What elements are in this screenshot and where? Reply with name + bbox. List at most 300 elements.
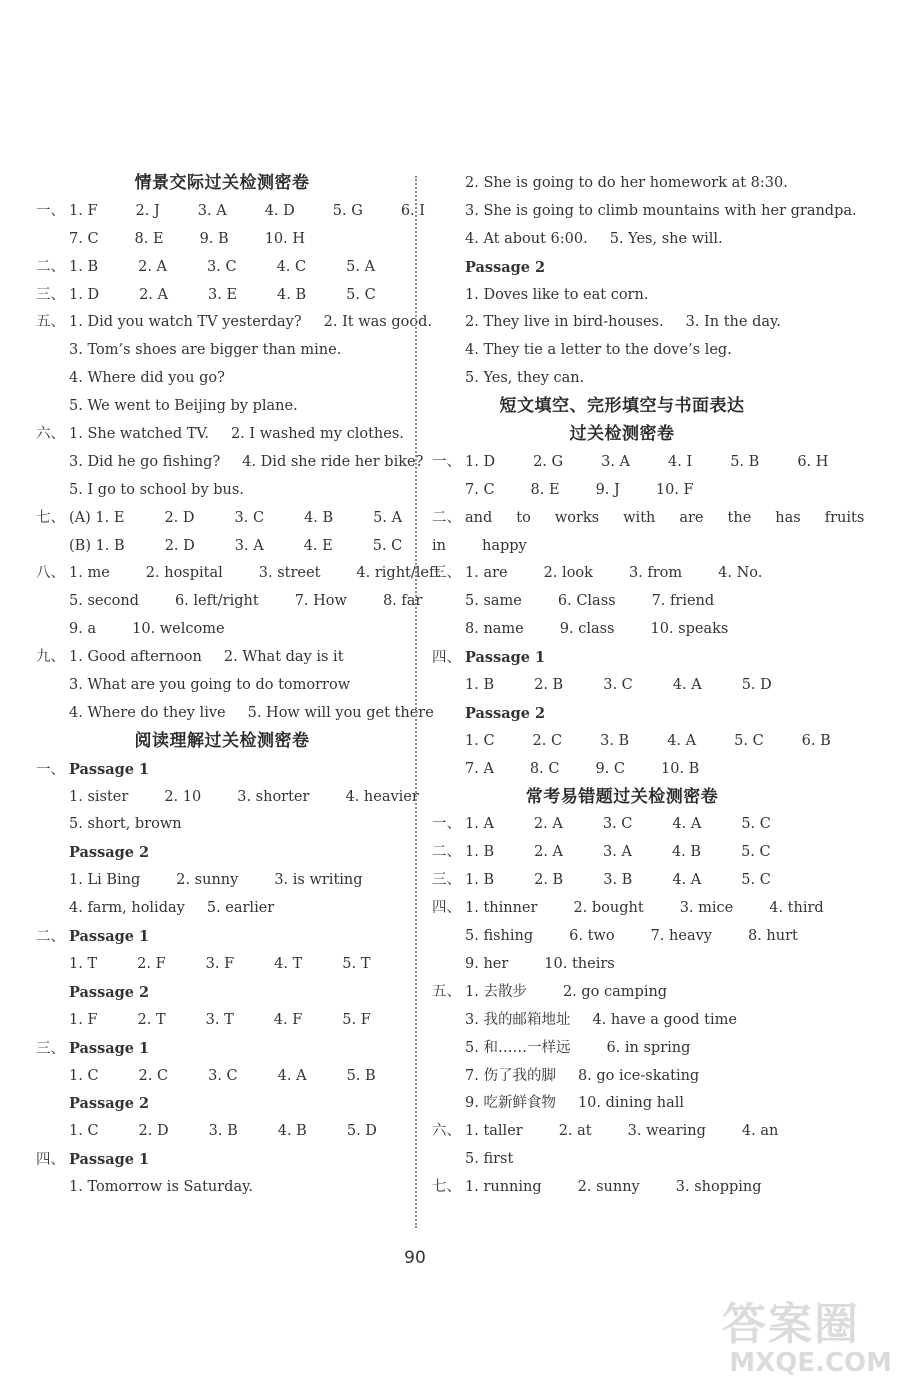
answer-item: in [432,537,446,554]
answer-item: 4. T [274,955,303,972]
question-number: 一、 [432,453,461,470]
answer-item: 10. B [661,760,700,777]
answer-line [432,588,812,616]
answer-line [432,644,812,672]
answer-line [432,923,812,951]
question-number: 四、 [36,1152,65,1169]
answer-line [36,923,408,951]
answer-line [36,839,408,867]
section-heading-text: 短文填空、完形填空与书面表达 [499,396,745,417]
answer-item: 6. B [801,732,831,749]
answer-item: works [554,509,600,526]
answer-item: 3. C [602,816,633,833]
answer-item: 2. What day is it [223,649,344,666]
answer-item: happy [481,537,527,554]
answer-item: 4. Where do they live [69,704,226,721]
answer-item: 2. It was good. [323,314,432,331]
answer-item: 4. B [671,844,702,861]
answer-item: 4. B [304,509,334,526]
answer-item: 5. A [373,509,403,526]
passage-label: Passage 2 [69,1095,150,1113]
answer-item: 2. She is going to do her homework at 8:30. [465,175,788,191]
answer-item: 2. J [135,202,160,219]
answer-item: 1. C [69,1123,99,1140]
answer-item: 3. E [208,286,238,303]
answer-item: 5. short, brown [69,816,182,833]
section-heading [432,784,812,812]
answer-item: 3. A [601,453,631,470]
answer-item: 10. speaks [650,621,729,638]
answer-item: 5. B [730,453,760,470]
answer-line [432,505,865,533]
question-number: 一、 [36,202,65,219]
answer-item: 1. B [465,677,495,694]
answer-item: 7. 伤了我的脚 [465,1067,556,1084]
answer-item: 4. right/left [356,565,441,582]
answer-item: 1. Tomorrow is Saturday. [69,1179,253,1196]
answer-item: 1. Good afternoon [69,649,202,666]
answer-item: 2. A [533,816,563,833]
answer-line [36,533,408,561]
answer-item: 3. B [208,1123,238,1140]
answer-item: 1. taller [465,1123,523,1140]
section-heading [432,421,812,449]
answer-item: 6. H [797,453,829,470]
answer-line [432,1090,812,1118]
answer-line [36,700,434,728]
answer-line [36,1063,408,1091]
answer-item: 1. T [69,955,98,972]
answer-item: 3. is writing [274,872,363,889]
answer-item: 2. A [139,286,168,303]
answer-item: 1. are [465,565,508,582]
answer-item: 4. heavier [345,788,419,805]
passage-label: Passage 2 [69,844,150,862]
question-number: 三、 [432,872,461,889]
answer-item: fruits [824,509,865,526]
answer-item: 5. C [741,872,771,889]
answer-item: 8. go ice-skating [577,1067,700,1084]
answer-item: 6. I [400,202,425,219]
answer-item: 10. theirs [544,955,615,972]
answer-item: 2. hospital [145,565,223,582]
answer-item: 5. F [342,1011,371,1028]
answer-item: 5. D [346,1123,377,1140]
answer-line [36,449,424,477]
answer-line [36,756,408,784]
answer-line [36,1146,408,1174]
answer-item: 9. a [69,621,97,638]
answer-item: 2. G [533,453,564,470]
answer-item: are [679,509,704,526]
answer-line [36,560,441,588]
answer-line [432,756,812,784]
answer-item: 3. What are you going to do tomorrow [69,677,351,694]
column-divider [415,176,417,1228]
answer-item: 5. D [741,677,772,694]
answer-line [432,811,812,839]
answer-line [36,1118,408,1146]
answer-line [36,477,408,505]
section-heading-text: 阅读理解过关检测密卷 [134,730,310,751]
question-number: 七、 [432,1179,461,1196]
answer-line [432,198,857,226]
answer-item: 6. two [569,928,615,945]
answer-item: 3. T [205,1011,234,1028]
answer-item: 3. C [207,258,237,275]
answer-line [36,644,408,672]
answer-line [36,867,408,895]
answer-item: 1. B [465,872,495,889]
answer-item: 9. J [595,481,620,498]
answer-line [36,1007,408,1035]
answer-item: 8. C [529,760,560,777]
watermark-logo [722,1288,892,1378]
answer-item: 1. Li Bing [69,872,141,889]
answer-line [432,979,812,1007]
answer-item: 10. welcome [132,621,225,638]
answer-item: 4. No. [718,565,763,582]
page-number: 90 [404,1248,426,1268]
answer-line [36,337,408,365]
answer-item: 7. How [294,593,347,610]
answer-item: the [727,509,752,526]
answer-item: 2. They live in bird-houses. [465,314,664,331]
answer-line [36,1090,408,1118]
watermark-top-text: 答案圈 [722,1299,860,1350]
answer-item: 1. Did you watch TV yesterday? [69,314,302,331]
answer-item: 5. first [465,1151,514,1168]
answer-line [432,839,812,867]
answer-line [36,588,423,616]
answer-item: 3. street [258,565,321,582]
answer-item: 4. A [672,872,702,889]
question-number: 六、 [432,1123,461,1140]
answer-line [36,672,408,700]
answer-line [432,533,812,561]
answer-item: 1. F [69,1011,98,1028]
answer-item: 3. C [234,509,265,526]
section-heading-text: 过关检测密卷 [569,424,675,445]
answer-line [432,309,812,337]
answer-line [36,811,408,839]
passage-label: Passage 2 [465,258,546,276]
answer-item: 8. far [382,593,423,610]
answer-item: 1. running [465,1179,542,1196]
answer-item: 2. 10 [164,788,202,805]
answer-item: 6. in spring [606,1039,691,1056]
question-number: 三、 [36,1040,65,1057]
answer-item: 9. class [559,621,615,638]
answer-item: 3. Tom’s shoes are bigger than mine. [69,342,342,359]
answer-item: 1. C [69,1067,99,1084]
answer-item: 5. B [346,1067,376,1084]
answer-item: 2. at [558,1123,592,1140]
answer-item: 3. B [600,732,630,749]
question-number: 三、 [36,286,65,303]
answer-line [432,282,812,310]
answer-item: 1. A [465,816,494,833]
answer-line [36,616,408,644]
answer-line [432,867,812,895]
answer-item: 3. wearing [627,1123,706,1140]
answer-item: 1. 去散步 [465,983,527,1000]
answer-item: 5. We went to Beijing by plane. [69,398,298,415]
question-number: 九、 [36,649,65,666]
answer-item: with [623,509,656,526]
answer-item: 1. She watched TV. [69,426,209,443]
question-number: 四、 [432,650,461,667]
answer-item: 3. mice [679,900,734,917]
answer-line [432,728,831,756]
answer-item: 2. B [534,872,564,889]
question-number: 二、 [36,929,65,946]
passage-label: Passage 2 [69,983,150,1001]
answer-line [36,365,408,393]
answer-item: 5. C [346,286,376,303]
answer-item: 4. A [672,816,702,833]
question-number: 一、 [36,761,65,778]
question-number: 二、 [432,844,461,861]
answer-line [432,1118,812,1146]
answer-item: 3. F [205,955,235,972]
answer-item: 2. sunny [176,872,239,889]
answer-item: 4. B [277,286,307,303]
answer-item: 4. A [667,732,697,749]
answer-item: 1. B [465,844,495,861]
answer-item: 2. look [543,565,593,582]
answer-item: 10. dining hall [577,1095,685,1112]
answer-line [36,421,408,449]
answer-item: 1. me [69,565,110,582]
answer-item: 4. I [668,453,693,470]
answer-item: 7. C [69,230,99,247]
answer-item: 3. 我的邮箱地址 [465,1011,571,1028]
answer-item: 5. 和……一样远 [465,1039,571,1056]
answer-line [432,365,812,393]
section-heading-text: 常考易错题过关检测密卷 [525,786,719,807]
question-number: 四、 [432,900,461,917]
answer-item: 2. C [532,732,563,749]
answer-item: 1. C [465,732,495,749]
answer-item: 2. D [164,537,195,554]
answer-item: 10. H [264,230,306,247]
answer-item: 4. B [277,1123,307,1140]
left-answer-column [36,170,441,1202]
answer-item: 7. A [465,760,494,777]
answer-item: 9. C [595,760,626,777]
answer-item: 4. Did she ride her bike? [242,453,424,470]
answer-line [36,1035,408,1063]
answer-item: 2. A [138,258,168,275]
answer-item: 4. E [303,537,333,554]
answer-line [36,784,419,812]
answer-item: 5. G [332,202,363,219]
answer-line [36,1174,408,1202]
answer-item: 1. B [69,258,99,275]
answer-line [432,951,812,979]
answer-item: 5. fishing [465,928,534,945]
passage-label: Passage 1 [69,1151,150,1169]
answer-line [432,449,829,477]
answer-item: 4. D [264,202,295,219]
answer-item: 9. 吃新鲜食物 [465,1095,556,1112]
answer-item: 5. C [372,537,403,554]
answer-line [432,616,812,644]
answer-item: 2. T [137,1011,166,1028]
answer-line [36,282,408,310]
answer-item: 9. her [465,955,509,972]
passage-label: Passage 1 [69,1039,150,1057]
answer-item: 7. C [465,481,495,498]
answer-item: 2. C [138,1067,169,1084]
answer-item: 2. D [164,509,195,526]
answer-item: 4. A [277,1067,307,1084]
answer-item: and [465,509,493,526]
answer-item: 4. C [276,258,307,275]
answer-item: 1. D [465,453,496,470]
answer-item: 7. heavy [650,928,712,945]
answer-item: 1. thinner [465,900,538,917]
answer-item: 4. Where did you go? [69,370,225,387]
answer-line [36,198,425,226]
answer-item: 5. A [346,258,376,275]
answer-item: 3. A [197,202,227,219]
answer-item: to [516,509,531,526]
answer-item: 5. C [734,732,764,749]
passage-label: Passage 2 [465,704,546,722]
answer-line [432,672,812,700]
question-number: 五、 [432,983,461,1000]
answer-item: 8. name [465,621,524,638]
answer-item: 3. from [628,565,683,582]
answer-item: 1. sister [69,788,129,805]
answer-line [36,979,408,1007]
answer-item: 4. an [741,1123,779,1140]
answer-line [432,226,812,254]
answer-line [36,254,408,282]
answer-item: 5. C [741,816,771,833]
question-number: 八、 [36,565,65,582]
answer-item: 7. friend [651,593,715,610]
answer-item: 5. second [69,593,139,610]
answer-line [432,1174,812,1202]
answer-item: 3. Did he go fishing? [69,453,221,470]
answer-line [432,1035,812,1063]
answer-item: 4. They tie a letter to the dove’s leg. [465,342,732,359]
question-number: 一、 [432,816,461,833]
answer-line [432,700,812,728]
passage-label: Passage 1 [465,649,546,667]
answer-line [36,895,408,923]
answer-item: 2. D [138,1123,169,1140]
answer-item: 10. F [655,481,694,498]
question-number: 六、 [36,426,65,443]
right-answer-column [432,170,865,1202]
answer-line [432,254,812,282]
answer-item: 5. Yes, she will. [609,230,723,247]
answer-item: 3. She is going to climb mountains with her grandpa. [465,202,857,219]
question-number: 三、 [432,565,461,582]
answer-item: 6. left/right [174,593,259,610]
answer-item: 3. A [603,844,632,861]
answer-item: 3. C [603,677,633,694]
answer-item: 3. B [603,872,633,889]
answer-item: 6. Class [557,593,616,610]
answer-item: 1. F [69,202,98,219]
section-heading-text: 情景交际过关检测密卷 [134,173,310,193]
answer-line [432,560,812,588]
answer-item: (B) 1. B [69,537,125,554]
answer-line [432,337,812,365]
answer-line [432,895,824,923]
answer-item: 5. C [741,844,771,861]
answer-line [432,170,812,198]
question-number: 五、 [36,314,65,331]
answer-item: 3. In the day. [685,314,781,331]
answer-line [36,393,408,421]
answer-item: has [775,509,801,526]
answer-item: 4. F [273,1011,303,1028]
answer-item: 5. T [342,955,371,972]
answer-line [432,477,812,505]
answer-item: 5. Yes, they can. [465,370,585,387]
answer-line [36,505,408,533]
answer-item: 2. A [534,844,564,861]
answer-item: 8. hurt [747,928,798,945]
answer-item: 4. At about 6:00. [465,230,588,247]
answer-item: 3. shopping [675,1179,762,1196]
answer-line [432,1007,812,1035]
answer-item: 2. I washed my clothes. [230,426,404,443]
answer-item: 5. earlier [206,900,275,917]
question-number: 七、 [36,509,65,526]
answer-item: 2. go camping [562,983,668,1000]
answer-item: 8. E [134,230,164,247]
passage-label: Passage 1 [69,928,150,946]
question-number: 二、 [432,509,461,526]
answer-item: 4. A [672,677,702,694]
section-heading [36,170,408,198]
answer-item: 8. E [530,481,560,498]
answer-item: 5. How will you get there [247,704,434,721]
answer-item: 3. C [208,1067,238,1084]
answer-item: 3. A [234,537,264,554]
answer-item: 2. bought [573,900,644,917]
passage-label: Passage 1 [69,760,150,778]
answer-item: 2. sunny [577,1179,640,1196]
answer-line [36,226,408,254]
answer-item: 9. B [199,230,229,247]
section-heading [36,728,408,756]
answer-item: 5. I go to school by bus. [69,481,244,498]
answer-line [36,951,408,979]
answer-line [432,1146,812,1174]
watermark-bottom-text: MXQE.COM [729,1348,892,1378]
answer-item: 4. farm, holiday [69,900,185,917]
answer-item: 5. same [465,593,522,610]
answer-item: 2. F [137,955,166,972]
answer-item: 1. D [69,286,100,303]
answer-item: (A) 1. E [69,509,125,526]
answer-item: 4. have a good time [592,1011,737,1028]
section-heading [432,393,812,421]
answer-item: 3. shorter [237,788,310,805]
answer-line [36,309,432,337]
answer-item: 4. third [769,900,824,917]
answer-item: 1. Doves like to eat corn. [465,286,649,303]
question-number: 二、 [36,258,65,275]
